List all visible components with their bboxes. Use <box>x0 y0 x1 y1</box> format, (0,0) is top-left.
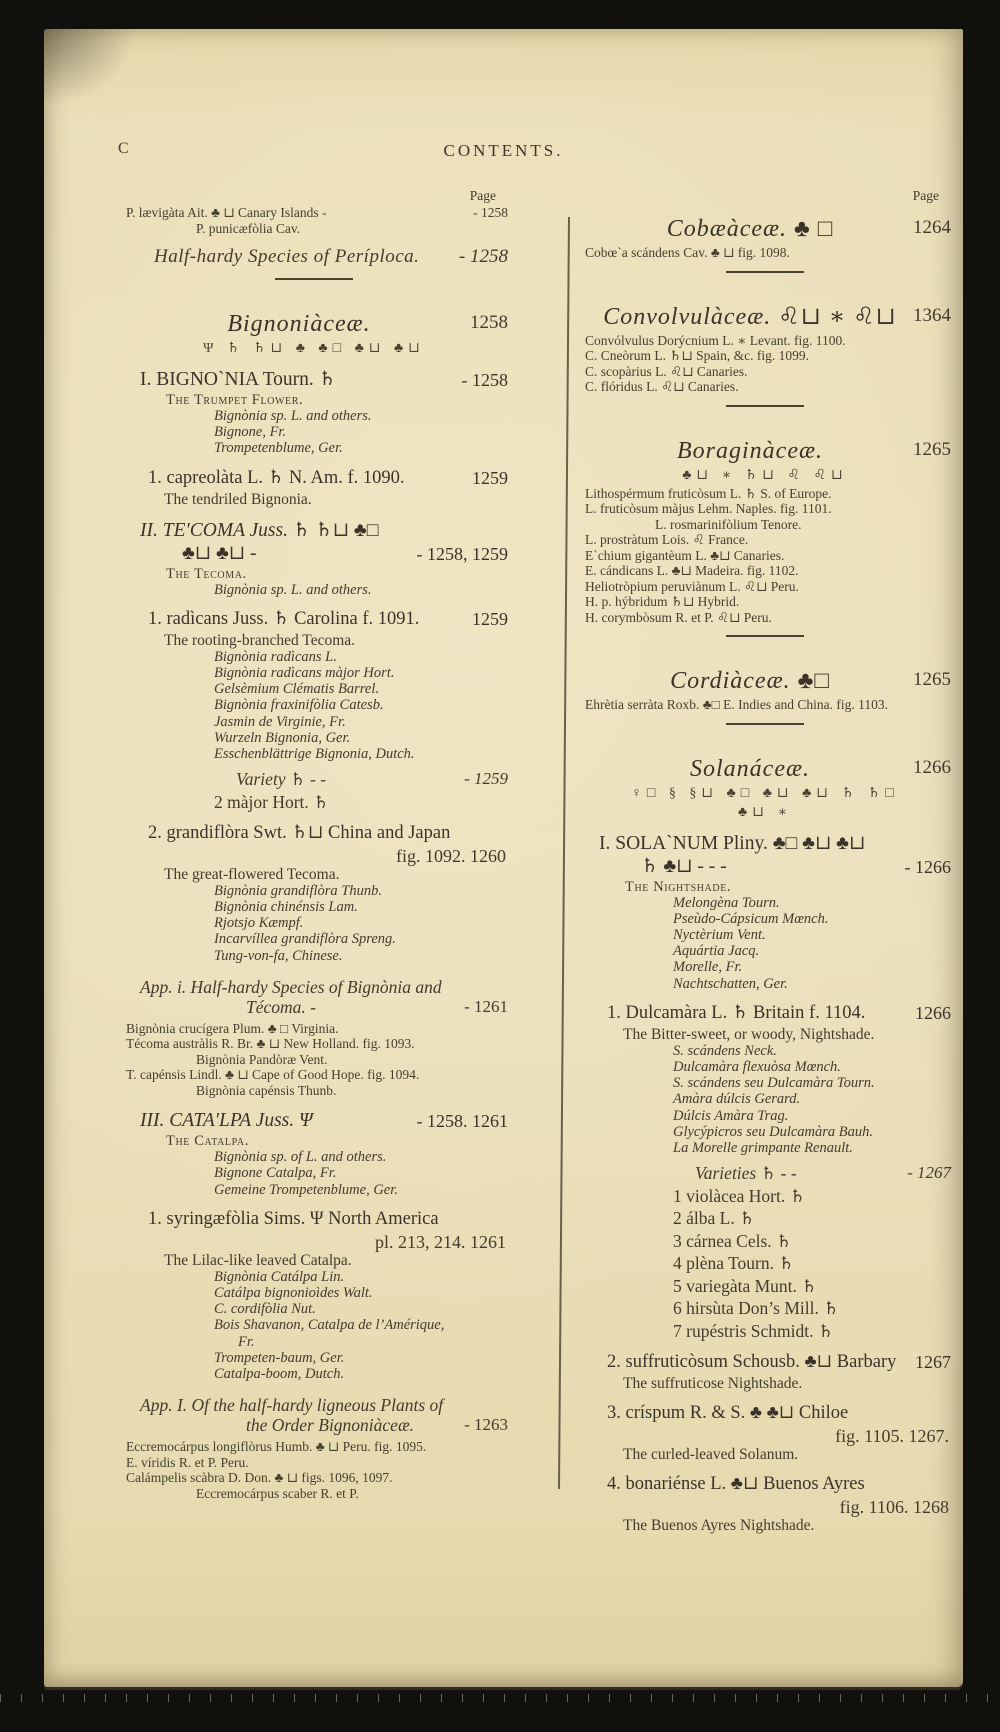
contents-line <box>118 1182 510 1198</box>
contents-line <box>118 649 510 665</box>
contents-line <box>118 1133 510 1149</box>
line-text: The Buenos Ayres Nightshade. <box>623 1516 815 1534</box>
contents-line <box>118 1455 510 1471</box>
contents-line <box>118 187 510 205</box>
contents-line <box>577 1091 953 1107</box>
line-text: Catalpa-boom, Dutch. <box>214 1366 345 1383</box>
line-text: T. capénsis Lindl. ♣ ⊔ Cape of Good Hope. fig. 1094. <box>126 1067 420 1083</box>
line-text: 6 hirsùta Don’s Mill. ♄ <box>673 1298 839 1319</box>
line-page-number: 1265 <box>913 669 951 690</box>
contents-line <box>118 392 510 408</box>
line-text: Boraginàceæ. <box>677 437 823 464</box>
contents-line <box>118 609 510 630</box>
contents-line <box>577 486 953 502</box>
line-text: L. prostràtum Lois. ♌ France. <box>585 532 749 547</box>
contents-line <box>577 697 953 713</box>
right-column <box>577 187 953 1534</box>
contents-line <box>577 1375 953 1392</box>
contents-line <box>577 467 953 484</box>
line-text: Calámpelis scàbra D. Don. ♣ ⊔ figs. 1096, 1097. <box>126 1470 393 1486</box>
contents-line <box>577 405 953 427</box>
contents-line <box>577 1426 953 1446</box>
line-text: Bignònia Catálpa Lin. <box>214 1268 345 1285</box>
contents-line <box>577 333 953 349</box>
line-text: Page <box>469 188 496 203</box>
line-text: S. scándens seu Dulcamàra Tourn. <box>673 1075 875 1092</box>
line-page-number: - 1258 <box>458 246 508 267</box>
line-text: 1. capreolàta L. ♄ N. Am. f. 1090. <box>148 467 405 488</box>
contents-line <box>577 563 953 579</box>
line-text: Cobœ`a scándens Cav. ♣ ⊔ fig. 1098. <box>585 245 790 260</box>
line-text: 2. grandiflòra Swt. ♄⊔ China and Japan <box>148 822 451 843</box>
line-text: Morelle, Fr. <box>673 959 743 976</box>
contents-line <box>118 931 510 947</box>
contents-line <box>577 959 953 975</box>
line-text: Page <box>912 188 939 203</box>
line-text: Bignone, Fr. <box>214 424 287 441</box>
line-text: Incarvíllea grandiflòra Spreng. <box>214 931 396 948</box>
contents-line <box>577 1474 953 1495</box>
contents-line <box>118 1252 510 1269</box>
line-text: Esschenblättrige Bignonia, Dutch. <box>214 746 415 763</box>
contents-line <box>118 997 510 1017</box>
contents-line <box>577 635 953 657</box>
line-text: The Lilac-like leaved Catalpa. <box>164 1251 352 1269</box>
line-text: II. TE′COMA Juss. ♄ ♄⊔ ♣□ <box>140 519 379 541</box>
line-page-number: 1266 <box>915 1002 951 1023</box>
line-text: P. punicæfòlia Cav. <box>196 220 301 236</box>
contents-line <box>577 911 953 927</box>
line-text: I. BIGNO`NIA Tourn. ♄ <box>140 369 337 390</box>
contents-line <box>118 246 510 268</box>
contents-line <box>118 883 510 899</box>
contents-line <box>118 1395 510 1415</box>
line-text: Técoma austràlis R. Br. ♣ ⊔ New Holland. fig. 1093. <box>126 1036 415 1052</box>
line-text: App. i. Half-hardy Species of Bignònia and <box>140 976 442 997</box>
contents-line <box>118 1232 510 1252</box>
line-text: The curled-leaved Solanum. <box>623 1445 799 1463</box>
contents-line <box>577 271 953 293</box>
contents-line <box>118 408 510 424</box>
contents-line <box>577 804 953 821</box>
contents-line <box>118 866 510 883</box>
contents-line <box>118 1470 510 1486</box>
contents-line <box>118 1067 510 1083</box>
line-text: Glycýpicros seu Dulcamàra Bauh. <box>673 1123 874 1140</box>
contents-line <box>577 1352 953 1373</box>
line-text: The Catalpa. <box>166 1133 249 1150</box>
contents-line <box>577 187 953 205</box>
line-text: Ehrètia serràta Roxb. ♣□ E. Indies and China. fig. 1103. <box>585 697 888 712</box>
line-text: App. I. Of the half-hardy ligneous Plants of <box>140 1395 444 1416</box>
contents-line <box>118 1209 510 1230</box>
line-text: Catálpa bignonioìdes Walt. <box>214 1285 373 1302</box>
line-text: H. corymbòsum R. et P. ♌⊔ Peru. <box>585 609 772 625</box>
contents-line <box>118 1415 510 1435</box>
line-text: Gemeine Trompetenblume, Ger. <box>214 1181 398 1198</box>
contents-line <box>577 1003 953 1024</box>
contents-line <box>118 632 510 649</box>
contents-line <box>577 579 953 595</box>
contents-line <box>577 532 953 548</box>
line-text: Bignònia radìcans màjor Hort. <box>214 665 395 682</box>
line-text: S. scándens Neck. <box>673 1042 777 1059</box>
contents-line <box>577 303 953 331</box>
line-page-number: - 1259 <box>464 769 508 789</box>
line-text: The Bitter-sweet, or woody, Nightshade. <box>623 1025 875 1043</box>
line-text: 4 plèna Tourn. ♄ <box>673 1253 795 1274</box>
line-text: Variety ♄ - - <box>236 769 327 790</box>
line-text: 5 variegàta Munt. ♄ <box>673 1275 817 1296</box>
line-text: L. rosmarinifòlium Tenore. <box>655 516 802 532</box>
line-text: 1. radìcans Juss. ♄ Carolina f. 1091. <box>148 608 420 629</box>
line-text: Jasmin de Virginie, Fr. <box>214 713 346 730</box>
line-page-number: - 1258. 1261 <box>416 1111 508 1132</box>
line-text: 4. bonariénse L. ♣⊔ Buenos Ayres <box>607 1473 865 1494</box>
contents-line <box>577 1075 953 1091</box>
line-text: Cobæàceæ. ♣ □ <box>666 216 834 242</box>
contents-line <box>118 1334 510 1350</box>
line-text: Bignone Catalpa, Fr. <box>214 1165 337 1182</box>
contents-line <box>577 1497 953 1517</box>
contents-line <box>577 1163 953 1183</box>
page-signature: C <box>118 140 130 157</box>
contents-line <box>118 769 510 789</box>
line-text: Gelsèmium Clématis Barrel. <box>214 681 379 698</box>
contents-line <box>577 245 953 261</box>
contents-line <box>577 1277 953 1296</box>
contents-line <box>577 517 953 533</box>
contents-line <box>118 1350 510 1366</box>
line-page-number: 1265 <box>913 438 951 460</box>
contents-line <box>118 915 510 931</box>
line-text: Trompetenblume, Ger. <box>214 440 343 457</box>
contents-line <box>577 785 953 802</box>
line-text: Eccremocárpus longiflòrus Humb. ♣ ⊔ Peru. fig. 1095. <box>126 1439 427 1455</box>
line-text: E. víridis R. et P. Peru. <box>126 1454 249 1470</box>
contents-line <box>118 823 510 844</box>
contents-line <box>118 1486 510 1502</box>
contents-line <box>577 594 953 610</box>
contents-line <box>577 501 953 517</box>
contents-line <box>577 856 953 878</box>
contents-line <box>118 1317 510 1333</box>
contents-line <box>577 667 953 695</box>
line-text: Nyctèrium Vent. <box>673 926 766 943</box>
contents-line <box>118 730 510 746</box>
line-page-number: 1267 <box>915 1351 951 1372</box>
contents-line <box>118 948 510 964</box>
line-text: 2 màjor Hort. ♄ <box>214 791 329 812</box>
line-page-number: 1266 <box>913 756 951 778</box>
contents-line <box>577 1322 953 1341</box>
column-divider-rule <box>558 217 569 1489</box>
line-text: Lithospérmum fruticòsum L. ♄ S. of Europe. <box>585 485 832 501</box>
contents-line <box>118 543 510 565</box>
line-text: E. cándicans L. ♣⊔ Madeira. fig. 1102. <box>585 563 799 578</box>
line-text: 1. Dulcamàra L. ♄ Britain f. 1104. <box>607 1002 866 1023</box>
line-text: 3. críspum R. & S. ♣ ♣⊔ Chiloe <box>607 1402 849 1423</box>
contents-line <box>118 424 510 440</box>
line-text: ♣⊔ ♣⊔ - <box>182 542 257 564</box>
line-text: Fr. <box>238 1333 255 1350</box>
line-page-number: - 1266 <box>904 856 951 877</box>
line-page-number: - 1258 <box>473 205 508 220</box>
contents-line <box>577 755 953 783</box>
left-column <box>118 187 510 1501</box>
contents-line <box>577 379 953 395</box>
line-text: Bignònia chinénsis Lam. <box>214 898 358 915</box>
line-text: Bignònia radìcans L. <box>214 648 337 665</box>
contents-line <box>577 943 953 959</box>
line-text: Bignònia capénsis Thunb. <box>196 1082 337 1098</box>
contents-line <box>577 1517 953 1534</box>
line-page-number: 1364 <box>913 304 951 326</box>
line-text: Pseùdo-Cápsicum Mœnch. <box>673 910 829 927</box>
line-text: 1. syringæfòlia Sims. Ψ North America <box>148 1208 439 1229</box>
line-text: 1 violàcea Hort. ♄ <box>673 1185 806 1206</box>
line-text: Tung-von-fa, Chinese. <box>214 947 343 964</box>
contents-line <box>118 566 510 582</box>
contents-line <box>118 1110 510 1132</box>
line-page-number: - 1267 <box>907 1163 951 1183</box>
contents-line <box>118 1366 510 1382</box>
line-text: The tendriled Bignonia. <box>164 490 312 508</box>
ruler-ticks <box>0 1694 1000 1702</box>
contents-line <box>118 793 510 812</box>
contents-line <box>577 1140 953 1156</box>
contents-line <box>118 310 510 338</box>
contents-line <box>118 278 510 300</box>
contents-line <box>118 977 510 997</box>
line-text: 2 álba L. ♄ <box>673 1208 755 1229</box>
line-text: The rooting-branched Tecoma. <box>164 631 356 649</box>
line-text: pl. 213, 214. 1261 <box>374 1231 506 1252</box>
contents-line <box>118 221 510 237</box>
line-page-number: 1259 <box>472 467 508 488</box>
contents-line <box>118 746 510 762</box>
contents-line <box>118 491 510 508</box>
line-page-number: - 1263 <box>464 1415 508 1435</box>
contents-line <box>118 681 510 697</box>
line-text: Bignònia fraxinifòlia Catesb. <box>214 697 384 714</box>
contents-line <box>577 1299 953 1318</box>
contents-line <box>118 1149 510 1165</box>
page-title: CONTENTS. <box>443 141 564 160</box>
contents-line <box>577 1043 953 1059</box>
line-page-number: - 1258 <box>461 370 508 390</box>
contents-line <box>118 582 510 598</box>
contents-line <box>577 548 953 564</box>
line-text: La Morelle grimpante Renault. <box>673 1139 853 1156</box>
contents-line <box>118 1021 510 1037</box>
line-text: L. fruticòsum màjus Lehm. Naples. fig. 1101. <box>585 501 832 516</box>
contents-line <box>118 1052 510 1068</box>
contents-line <box>118 520 510 542</box>
contents-line <box>118 1269 510 1285</box>
line-text: Solanáceæ. <box>690 755 810 782</box>
contents-line <box>577 1446 953 1463</box>
contents-line <box>577 348 953 364</box>
line-text: I. SOLA`NUM Pliny. ♣□ ♣⊔ ♣⊔ <box>599 832 866 854</box>
line-text: Eccremocárpus scaber R. et P. <box>196 1485 359 1501</box>
contents-line <box>118 205 510 221</box>
contents-line <box>118 1285 510 1301</box>
line-text: Convolvulàceæ. ♌⊔ ∗ ♌⊔ <box>603 303 897 330</box>
contents-line <box>577 1232 953 1251</box>
book-page <box>44 29 963 1687</box>
line-text: Rjotsjo Kæmpf. <box>214 915 304 932</box>
line-text: 7 rupéstris Schmidt. ♄ <box>673 1320 834 1341</box>
line-text: fig. 1105. 1267. <box>835 1425 949 1446</box>
contents-line <box>118 714 510 730</box>
contents-line <box>118 1439 510 1455</box>
line-text: Aquártia Jacq. <box>673 943 760 960</box>
line-text: Bignònia sp. L. and others. <box>214 581 372 598</box>
line-text: ♄ ♣⊔ - - - <box>641 855 727 877</box>
contents-line <box>118 697 510 713</box>
contents-line <box>577 723 953 745</box>
line-page-number: - 1261 <box>464 996 508 1016</box>
line-text: C. Cneòrum L. ♄⊔ Spain, &c. fig. 1099. <box>585 348 810 363</box>
contents-line <box>577 610 953 626</box>
contents-line <box>118 440 510 456</box>
contents-line <box>577 1187 953 1206</box>
line-text: Bignònia grandiflòra Thunb. <box>214 882 382 899</box>
contents-line <box>577 976 953 992</box>
contents-line <box>577 1403 953 1424</box>
contents-line <box>118 1165 510 1181</box>
line-text: 3 cárnea Cels. ♄ <box>673 1230 792 1251</box>
line-text: Dúlcis Amàra Trag. <box>673 1107 789 1124</box>
line-text: Bignònia Pandòræ Vent. <box>196 1051 328 1067</box>
contents-line <box>577 879 953 895</box>
line-text: ♣⊔ ∗ ♄⊔ ♌ ♌⊔ <box>682 467 848 483</box>
contents-line <box>577 1209 953 1228</box>
line-page-number: 1259 <box>472 608 508 629</box>
line-text: ♀□ § §⊔ ♣□ ♣⊔ ♣⊔ ♄ ♄□ <box>631 785 899 801</box>
contents-line <box>577 364 953 380</box>
line-text: Melongèna Tourn. <box>673 894 780 911</box>
contents-line <box>118 899 510 915</box>
line-text: Wurzeln Bignonia, Ger. <box>214 729 351 746</box>
line-text: III. CATA′LPA Juss. Ψ <box>140 1110 313 1132</box>
line-text: the Order Bignoniàceæ. <box>246 1415 415 1436</box>
line-text: Dulcamàra flexuòsa Mœnch. <box>673 1058 841 1075</box>
line-text: Ψ ♄ ♄⊔ ♣ ♣□ ♣⊔ ♣⊔ <box>203 341 425 356</box>
line-text: The Trumpet Flower. <box>166 392 304 408</box>
contents-line <box>577 215 953 243</box>
line-text: C. cordifòlia Nut. <box>214 1301 316 1318</box>
line-text: P. lævigàta Ait. ♣ ⊔ Canary Islands - <box>126 205 327 220</box>
line-text: E`chium gigantèum L. ♣⊔ Canaries. <box>585 547 785 563</box>
contents-line <box>118 1036 510 1052</box>
line-page-number: - 1258, 1259 <box>416 543 508 564</box>
line-text: Bignoniàceæ. <box>227 311 371 337</box>
contents-line <box>577 927 953 943</box>
contents-line <box>577 1059 953 1075</box>
line-text: C. flóridus L. ♌⊔ Canaries. <box>585 379 739 394</box>
line-text: C. scopàrius L. ♌⊔ Canaries. <box>585 363 748 379</box>
line-text: Bignònia sp. L. and others. <box>214 408 372 424</box>
contents-line <box>577 1124 953 1140</box>
contents-line <box>577 437 953 465</box>
contents-line <box>577 1254 953 1273</box>
line-text: Bignònia sp. of L. and others. <box>214 1149 387 1166</box>
line-text: Trompeten-baum, Ger. <box>214 1349 345 1366</box>
line-page-number: 1264 <box>913 217 951 238</box>
contents-line <box>118 665 510 681</box>
contents-line <box>118 1083 510 1099</box>
line-text: H. p. hýbridum ♄⊔ Hybrid. <box>585 594 740 609</box>
line-text: The great-flowered Tecoma. <box>164 865 340 883</box>
contents-line <box>118 369 510 391</box>
line-text: The Nightshade. <box>625 878 732 895</box>
contents-line <box>577 1026 953 1043</box>
line-text: Varieties ♄ - - <box>695 1163 797 1184</box>
line-text: Heliotròpium peruviànum L. ♌⊔ Peru. <box>585 578 799 594</box>
line-text: Bois Shavanon, Catalpa de l’Amérique, <box>214 1317 445 1334</box>
line-text: Half-hardy Species of Períploca. <box>154 246 420 267</box>
contents-line <box>577 833 953 855</box>
contents-line <box>577 1108 953 1124</box>
line-text: ♣⊔ ∗ <box>738 804 792 820</box>
line-text: Bignònia crucígera Plum. ♣ □ Virginia. <box>126 1020 339 1036</box>
contents-line <box>577 895 953 911</box>
line-page-number: 1258 <box>470 312 508 333</box>
line-text: Nachtschatten, Ger. <box>673 975 788 992</box>
line-text: fig. 1106. 1268 <box>839 1496 949 1517</box>
line-text: Convólvulus Dorýcnium L. ∗ Levant. fig. 1100. <box>585 332 846 348</box>
contents-line <box>118 846 510 866</box>
contents-line <box>118 340 510 357</box>
line-text: Técoma. - <box>246 996 316 1017</box>
line-text: fig. 1092. 1260 <box>396 845 506 866</box>
line-text: Cordiàceæ. ♣□ <box>670 668 830 694</box>
line-text: The suffruticose Nightshade. <box>623 1374 803 1392</box>
line-text: 2. suffruticòsum Schousb. ♣⊔ Barbary <box>607 1351 897 1372</box>
line-text: Amàra dúlcis Gerard. <box>673 1091 801 1108</box>
contents-line <box>118 1301 510 1317</box>
line-text: The Tecoma. <box>166 565 247 582</box>
contents-line <box>118 468 510 489</box>
